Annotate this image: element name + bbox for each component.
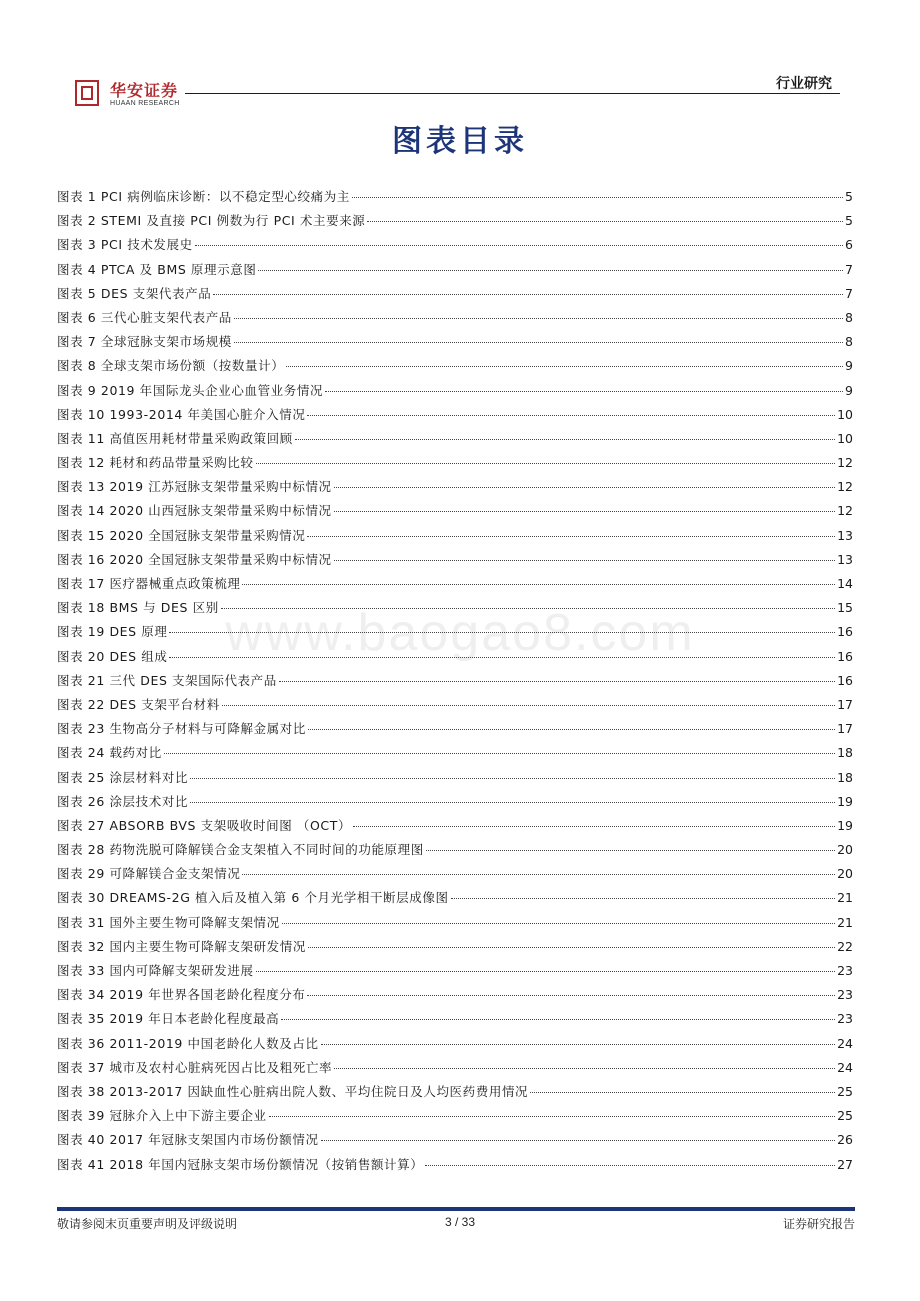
toc-entry-page: 21 [837, 890, 853, 906]
toc-entry-page: 24 [837, 1035, 853, 1051]
table-of-figures [57, 185, 853, 1177]
toc-entry[interactable] [57, 1032, 853, 1056]
toc-entry[interactable] [57, 282, 853, 306]
toc-entry-page: 23 [837, 987, 853, 1003]
toc-entry-label: 图表 23 生物高分子材料与可降解金属对比 [57, 721, 306, 737]
toc-entry[interactable] [57, 886, 853, 910]
toc-entry-label: 图表 15 2020 全国冠脉支架带量采购情况 [57, 527, 306, 543]
toc-entry[interactable] [57, 499, 853, 523]
toc-entry[interactable] [57, 475, 853, 499]
footer-disclaimer: 敬请参阅末页重要声明及评级说明 [57, 1217, 238, 1231]
toc-entry-page: 9 [845, 358, 853, 374]
toc-entry-page: 7 [845, 285, 853, 301]
toc-entry[interactable] [57, 620, 853, 644]
footer-report-type: 证券研究报告 [782, 1217, 855, 1231]
toc-entry[interactable] [57, 1153, 853, 1177]
logo-text: 华安证券 [110, 81, 179, 100]
toc-entry-page: 12 [837, 455, 853, 471]
toc-entry-label: 图表 3 PCI 技术发展史 [57, 237, 193, 253]
toc-entry-label: 图表 41 2018 年国内冠脉支架市场份额情况（按销售额计算） [57, 1156, 424, 1172]
toc-entry[interactable] [57, 548, 853, 572]
toc-leader-dots [321, 1139, 836, 1141]
toc-entry-label: 图表 13 2019 江苏冠脉支架带量采购中标情况 [57, 479, 332, 495]
toc-entry-label: 图表 14 2020 山西冠脉支架带量采购中标情况 [57, 503, 332, 519]
toc-entry-label: 图表 20 DES 组成 [57, 648, 168, 664]
toc-entry-label: 图表 28 药物洗脱可降解镁合金支架植入不同时间的功能原理图 [57, 842, 424, 858]
toc-leader-dots [242, 873, 835, 875]
toc-entry[interactable] [57, 596, 853, 620]
toc-entry-page: 8 [845, 334, 853, 350]
toc-entry-page: 12 [837, 503, 853, 519]
toc-entry[interactable] [57, 451, 853, 475]
toc-entry-page: 13 [837, 527, 853, 543]
toc-entry-label: 图表 36 2011-2019 中国老龄化人数及占比 [57, 1035, 319, 1051]
toc-entry[interactable] [57, 258, 853, 282]
toc-entry-label: 图表 40 2017 年冠脉支架国内市场份额情况 [57, 1132, 319, 1148]
toc-leader-dots [308, 728, 835, 730]
toc-entry-label: 图表 24 载药对比 [57, 745, 162, 761]
toc-leader-dots [282, 922, 835, 924]
toc-leader-dots [451, 897, 836, 899]
toc-leader-dots [222, 704, 835, 706]
toc-leader-dots [242, 583, 835, 585]
toc-entry-page: 19 [837, 817, 853, 833]
toc-entry-label: 图表 32 国内主要生物可降解支架研发情况 [57, 938, 306, 954]
toc-entry-page: 22 [837, 938, 853, 954]
toc-entry[interactable] [57, 524, 853, 548]
toc-entry-page: 27 [837, 1156, 853, 1172]
toc-leader-dots [334, 559, 835, 561]
toc-leader-dots [256, 462, 836, 464]
toc-entry[interactable] [57, 717, 853, 741]
toc-entry[interactable] [57, 1056, 853, 1080]
toc-entry-page: 8 [845, 309, 853, 325]
toc-entry[interactable] [57, 935, 853, 959]
toc-entry[interactable] [57, 403, 853, 427]
toc-entry-page: 25 [837, 1083, 853, 1099]
toc-entry-label: 图表 9 2019 年国际龙头企业心血管业务情况 [57, 382, 324, 398]
page-header [0, 0, 920, 115]
toc-entry-page: 24 [837, 1059, 853, 1075]
footer-divider [57, 1207, 855, 1211]
toc-entry-page: 23 [837, 1011, 853, 1027]
toc-entry-page: 10 [837, 430, 853, 446]
toc-entry-label: 图表 8 全球支架市场份额（按数量计） [57, 358, 285, 374]
toc-leader-dots [334, 1067, 835, 1069]
toc-entry-page: 16 [837, 624, 853, 640]
toc-entry[interactable] [57, 185, 853, 209]
toc-entry[interactable] [57, 669, 853, 693]
toc-leader-dots [256, 970, 836, 972]
toc-entry-label: 图表 12 耗材和药品带量采购比较 [57, 455, 254, 471]
toc-leader-dots [281, 1018, 835, 1020]
toc-entry-label: 图表 6 三代心脏支架代表产品 [57, 309, 232, 325]
toc-leader-dots [164, 752, 835, 754]
toc-entry[interactable] [57, 1128, 853, 1152]
toc-entry-label: 图表 30 DREAMS-2G 植入后及植入第 6 个月光学相干断层成像图 [57, 890, 449, 906]
toc-entry-label: 图表 35 2019 年日本老龄化程度最高 [57, 1011, 280, 1027]
toc-entry[interactable] [57, 233, 853, 257]
toc-entry[interactable] [57, 645, 853, 669]
toc-entry[interactable] [57, 959, 853, 983]
toc-leader-dots [307, 994, 835, 996]
toc-entry-page: 5 [845, 213, 853, 229]
toc-entry-page: 20 [837, 866, 853, 882]
toc-entry-label: 图表 11 高值医用耗材带量采购政策回顾 [57, 430, 293, 446]
toc-entry-page: 23 [837, 963, 853, 978]
toc-leader-dots [269, 1115, 835, 1117]
toc-entry[interactable] [57, 209, 853, 233]
toc-entry[interactable] [57, 306, 853, 330]
toc-entry-page: 10 [837, 406, 853, 422]
toc-entry[interactable] [57, 354, 853, 378]
toc-entry-label: 图表 26 涂层技术对比 [57, 793, 189, 809]
toc-entry-label: 图表 29 可降解镁合金支架情况 [57, 866, 241, 882]
toc-leader-dots [321, 1043, 836, 1045]
toc-entry-label: 图表 5 DES 支架代表产品 [57, 285, 212, 301]
toc-entry[interactable] [57, 330, 853, 354]
toc-leader-dots [367, 220, 843, 222]
toc-leader-dots [190, 777, 835, 779]
toc-entry-page: 16 [837, 672, 853, 688]
toc-leader-dots [353, 825, 835, 827]
toc-entry[interactable] [57, 741, 853, 765]
toc-entry[interactable] [57, 838, 853, 862]
toc-leader-dots [334, 486, 835, 488]
toc-entry-page: 12 [837, 479, 853, 495]
toc-entry-label: 图表 7 全球冠脉支架市场规模 [57, 334, 232, 350]
toc-leader-dots [307, 414, 835, 416]
toc-entry[interactable] [57, 983, 853, 1007]
toc-entry-label: 图表 17 医疗器械重点政策梳理 [57, 576, 241, 591]
toc-entry-label: 图表 33 国内可降解支架研发进展 [57, 963, 254, 978]
toc-leader-dots [169, 656, 835, 658]
toc-leader-dots [352, 196, 843, 198]
toc-entry-page: 9 [845, 382, 853, 398]
toc-leader-dots [425, 1164, 835, 1166]
toc-entry-label: 图表 21 三代 DES 支架国际代表产品 [57, 672, 277, 688]
toc-leader-dots [279, 680, 835, 682]
toc-entry[interactable] [57, 814, 853, 838]
toc-entry-label: 图表 19 DES 原理 [57, 624, 168, 640]
toc-leader-dots [190, 801, 835, 803]
toc-entry[interactable] [57, 862, 853, 886]
toc-leader-dots [234, 317, 843, 319]
toc-entry-label: 图表 10 1993-2014 年美国心脏介入情况 [57, 406, 306, 422]
toc-leader-dots [234, 341, 843, 343]
toc-entry-page: 26 [837, 1132, 853, 1148]
toc-entry-label: 图表 31 国外主要生物可降解支架情况 [57, 914, 280, 930]
header-divider [185, 93, 840, 94]
toc-entry-page: 25 [837, 1108, 853, 1124]
toc-entry-page: 16 [837, 648, 853, 664]
page-number: 3 / 33 [444, 1215, 476, 1229]
toc-leader-dots [530, 1091, 835, 1093]
toc-entry[interactable] [57, 693, 853, 717]
toc-leader-dots [295, 438, 835, 440]
toc-entry[interactable] [57, 790, 853, 814]
toc-leader-dots [221, 607, 835, 609]
toc-entry-page: 18 [837, 745, 853, 761]
toc-entry[interactable] [57, 1080, 853, 1104]
toc-entry-label: 图表 37 城市及农村心脏病死因占比及粗死亡率 [57, 1059, 333, 1075]
toc-entry-label: 图表 18 BMS 与 DES 区别 [57, 600, 219, 616]
toc-entry-label: 图表 25 涂层材料对比 [57, 769, 189, 785]
toc-entry-label: 图表 1 PCI 病例临床诊断：以不稳定型心绞痛为主 [57, 189, 350, 204]
huaan-logo-icon [75, 80, 99, 106]
toc-entry-page: 20 [837, 842, 853, 858]
toc-leader-dots [325, 390, 843, 392]
section-label: 行业研究 [776, 76, 832, 92]
toc-leader-dots [307, 535, 835, 537]
toc-entry-page: 19 [837, 793, 853, 809]
toc-entry-label: 图表 22 DES 支架平台材料 [57, 696, 220, 712]
toc-entry-page: 21 [837, 914, 853, 930]
logo-subtext: HUAAN RESEARCH [110, 100, 180, 107]
toc-entry-page: 17 [837, 721, 853, 737]
toc-leader-dots [308, 946, 835, 948]
watermark: www.baogao8.com [225, 604, 695, 662]
toc-leader-dots [334, 510, 835, 512]
toc-entry-label: 图表 16 2020 全国冠脉支架带量采购中标情况 [57, 551, 332, 567]
toc-entry-label: 图表 39 冠脉介入上中下游主要企业 [57, 1108, 267, 1124]
toc-entry-label: 图表 34 2019 年世界各国老龄化程度分布 [57, 987, 306, 1003]
toc-leader-dots [169, 631, 835, 633]
toc-entry-page: 6 [845, 237, 853, 253]
toc-entry[interactable] [57, 1104, 853, 1128]
toc-entry[interactable] [57, 766, 853, 790]
toc-entry-page: 14 [837, 576, 853, 591]
toc-entry-label: 图表 38 2013-2017 因缺血性心脏病出院人数、平均住院日及人均医药费用情况 [57, 1083, 529, 1099]
toc-entry[interactable] [57, 379, 853, 403]
toc-entry-label: 图表 27 ABSORB BVS 支架吸收时间图 （OCT） [57, 817, 352, 833]
toc-entry[interactable] [57, 911, 853, 935]
toc-leader-dots [426, 849, 835, 851]
toc-entry[interactable] [57, 1007, 853, 1031]
toc-entry-page: 17 [837, 696, 853, 712]
toc-entry-label: 图表 2 STEMI 及直接 PCI 例数为行 PCI 术主要来源 [57, 213, 366, 229]
page-title: 图表目录 [392, 124, 528, 159]
toc-entry-page: 15 [837, 600, 853, 616]
toc-leader-dots [258, 269, 843, 271]
toc-entry-page: 13 [837, 551, 853, 567]
toc-entry-page: 18 [837, 769, 853, 785]
toc-entry[interactable] [57, 427, 853, 451]
toc-entry-label: 图表 4 PTCA 及 BMS 原理示意图 [57, 261, 257, 277]
toc-entry-page: 7 [845, 261, 853, 277]
toc-leader-dots [213, 293, 843, 295]
toc-leader-dots [286, 365, 843, 367]
toc-leader-dots [195, 244, 843, 246]
toc-entry[interactable] [57, 572, 853, 596]
toc-entry-page: 5 [845, 189, 853, 204]
